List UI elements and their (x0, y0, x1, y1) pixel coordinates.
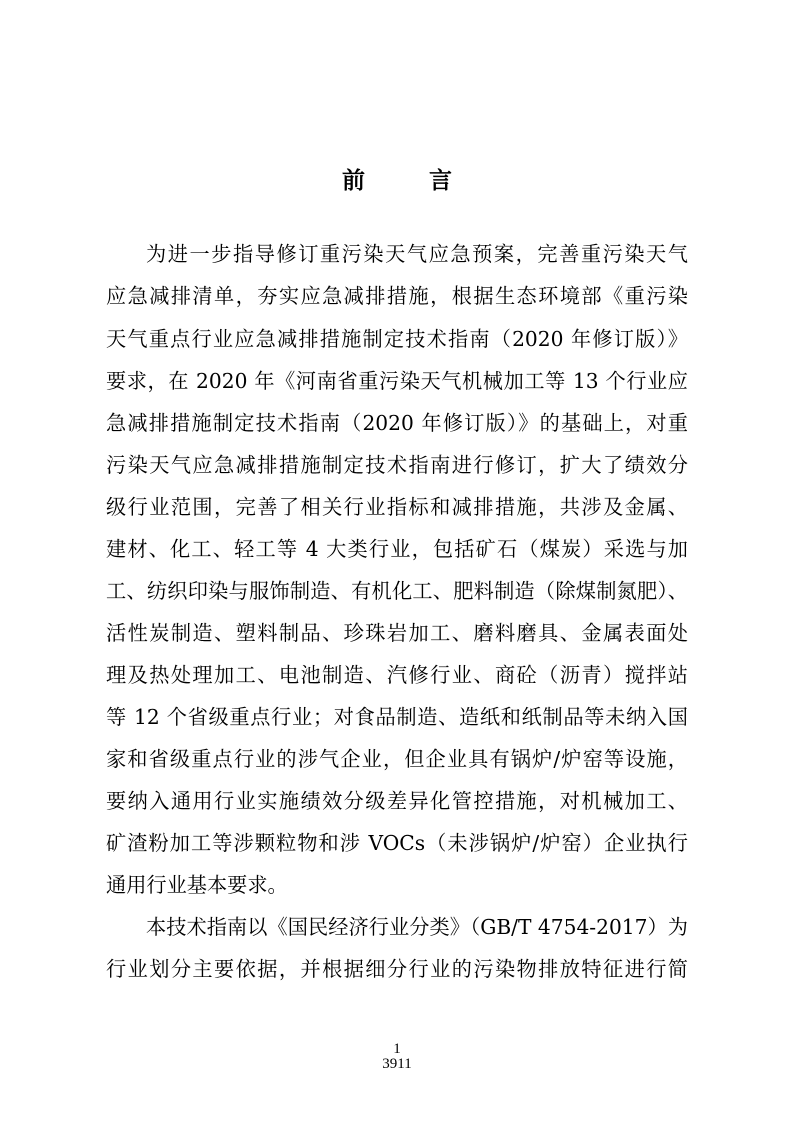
document-page-number: 3911 (382, 1056, 412, 1072)
paragraph-line: 急减排措施制定技术指南（2020 年修订版）》的基础上，对重 (106, 411, 688, 435)
paragraph-line: 天气重点行业应急减排措施制定技术指南（2020 年修订版）》 (106, 327, 688, 351)
paragraph-line: 行业划分主要依据，并根据细分行业的污染物排放特征进行简 (106, 957, 688, 981)
paragraph-line: 级行业范围，完善了相关行业指标和减排措施，共涉及金属、 (106, 495, 688, 519)
paragraph-line: 要求，在 2020 年《河南省重污染天气机械加工等 13 个行业应 (106, 369, 688, 393)
page-title: 前 言 (341, 168, 480, 194)
paragraph-line: 矿渣粉加工等涉颗粒物和涉 VOCs（未涉锅炉/炉窑）企业执行 (106, 831, 688, 855)
paragraph-line: 等 12 个省级重点行业；对食品制造、造纸和纸制品等未纳入国 (106, 705, 688, 729)
paragraph-line: 理及热处理加工、电池制造、汽修行业、商砼（沥青）搅拌站 (106, 663, 688, 687)
paragraph-line: 本技术指南以《国民经济行业分类》（GB/T 4754-2017）为 (146, 915, 688, 939)
paragraph-line: 通用行业基本要求。 (106, 873, 288, 897)
paragraph-line: 活性炭制造、塑料制品、珍珠岩加工、磨料磨具、金属表面处 (106, 621, 688, 645)
paragraph-line: 污染天气应急减排措施制定技术指南进行修订，扩大了绩效分 (106, 453, 688, 477)
page-number: 1 (393, 1041, 401, 1057)
paragraph-line: 工、纺织印染与服饰制造、有机化工、肥料制造（除煤制氮肥）、 (106, 579, 688, 603)
paragraph-line: 为进一步指导修订重污染天气应急预案，完善重污染天气 (146, 242, 688, 266)
paragraph-line: 家和省级重点行业的涉气企业，但企业具有锅炉/炉窑等设施， (106, 747, 688, 771)
paragraph-line: 建材、化工、轻工等 4 大类行业，包括矿石（煤炭）采选与加 (106, 537, 688, 561)
paragraph-line: 要纳入通用行业实施绩效分级差异化管控措施，对机械加工、 (106, 789, 688, 813)
paragraph-line: 应急减排清单，夯实应急减排措施，根据生态环境部《重污染 (106, 284, 688, 308)
